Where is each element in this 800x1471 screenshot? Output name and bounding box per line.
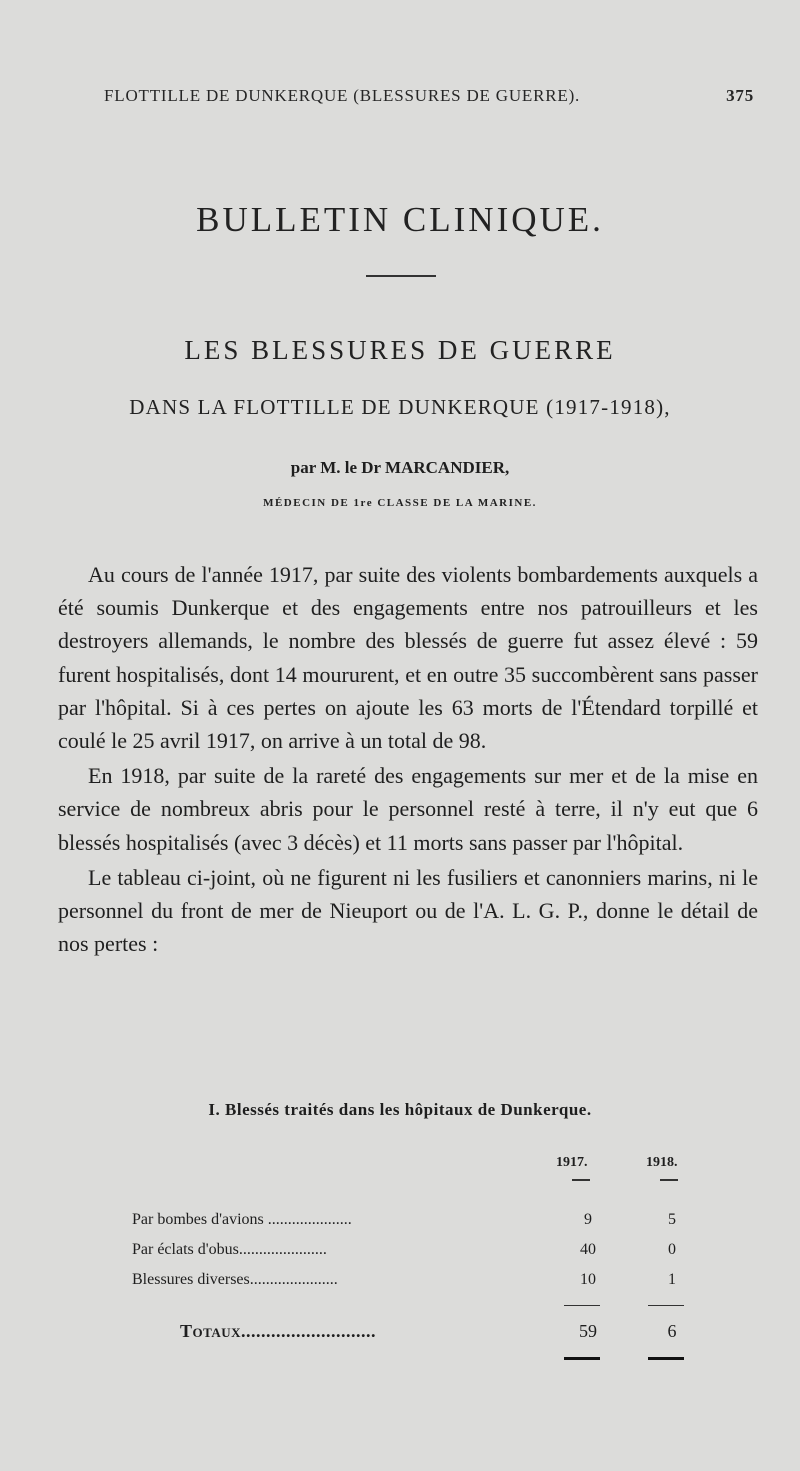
title-rule (366, 275, 436, 277)
section-heading: BULLETIN CLINIQUE. (196, 200, 604, 239)
article-title-line-2: DANS LA FLOTTILLE DE DUNKERQUE (1917-1918), (129, 395, 671, 419)
row-label: Par éclats d'obus...................... (132, 1241, 327, 1258)
page-number: 375 (726, 86, 754, 105)
article-body (58, 558, 758, 960)
value-1918: 1 (668, 1271, 676, 1288)
column-header-1918: 1918. (646, 1155, 678, 1170)
value-1917: 10 (580, 1271, 596, 1288)
paragraph-2: En 1918, par suite de la rareté des engagements sur mer et de la mise en service de nombreux abris pour le personnel resté à terre, il n'y eut que 6 blessés hospitalisés (avec 3 décès) et 11 morts sans passer par l'hôpital. (58, 763, 758, 855)
sum-rule-1917 (564, 1305, 600, 1306)
running-header (104, 86, 754, 106)
running-title: FLOTTILLE DE DUNKERQUE (BLESSURES DE GUERRE). (104, 86, 581, 105)
total-1917: 59 (579, 1321, 597, 1341)
column-header-1917: 1917. (556, 1155, 588, 1170)
author-line: par M. le Dr MARCANDIER, (290, 458, 510, 477)
total-rule-1918 (648, 1357, 684, 1360)
totals-label: Totaux........................... (180, 1321, 376, 1341)
value-1918: 5 (668, 1211, 676, 1228)
article-title-line-1: LES BLESSURES DE GUERRE (184, 335, 616, 365)
sum-rule-1918 (648, 1305, 684, 1306)
row-label: Par bombes d'avions ..................... (132, 1211, 352, 1228)
author-affiliation: MÉDECIN DE 1re CLASSE DE LA MARINE. (263, 497, 537, 509)
paragraph-1: Au cours de l'année 1917, par suite des violents bombardements auxquels a été soumis Dunkerque et des engagements entre nos patrouilleurs et les destroyers allemands, le nombre des blessés de guerre fut assez élevé : 59 furent hospitalisés, dont 14 moururent, et en outre 35 succombèrent sans passer par l'hôpital. Si à ces pertes on ajoute les 63 morts de l'Étendard torpillé et coulé le 25 avril 1917, on arrive à un total de 98. (58, 562, 758, 754)
total-rule-1917 (564, 1357, 600, 1360)
row-label: Blessures diverses...................... (132, 1271, 338, 1288)
table-title: I. Blessés traités dans les hôpitaux de Dunkerque. (208, 1100, 592, 1119)
column-dash-1917 (572, 1179, 590, 1181)
value-1918: 0 (668, 1241, 676, 1258)
column-dash-1918 (660, 1179, 678, 1181)
value-1917: 9 (584, 1211, 592, 1228)
value-1917: 40 (580, 1241, 596, 1258)
paragraph-3: Le tableau ci-joint, où ne figurent ni les fusiliers et canonniers marins, ni le personnel du front de mer de Nieuport ou de l'A. L. G. P., donne le détail de nos pertes : (58, 864, 758, 957)
total-1918: 6 (667, 1321, 677, 1341)
